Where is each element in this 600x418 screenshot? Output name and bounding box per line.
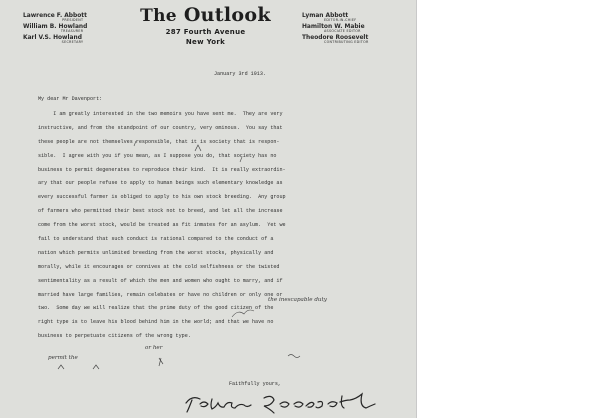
handwritten-insert: or her bbox=[145, 345, 163, 351]
body-line: these people are not themselves responsible, that it is society that is respon- bbox=[38, 138, 280, 145]
body-line: of farmers who permitted their best stock not to breed, and let all the increase bbox=[38, 208, 283, 215]
body-line: I am greatly interested in the two memoirs you have sent me. They are very bbox=[38, 111, 283, 117]
editor-name: Theodore Roosevelt bbox=[302, 34, 369, 41]
body-line: sentimentality as a result of which the men and women who ought to marry, and if bbox=[38, 277, 283, 284]
page-edge bbox=[416, 0, 417, 418]
body-line: nation which permits unlimited breeding from the worst stocks, physically and bbox=[38, 249, 274, 256]
officer-name: Lawrence F. Abbott bbox=[23, 13, 87, 19]
closing: Faithfully yours, bbox=[229, 381, 281, 387]
masthead-title bbox=[118, 4, 293, 27]
editor-role: EDITOR-IN-CHIEF bbox=[324, 18, 357, 23]
handwritten-insert: permit the bbox=[48, 355, 78, 361]
caret-mark bbox=[159, 358, 163, 366]
letter-body bbox=[38, 108, 388, 344]
letterhead-officers bbox=[23, 13, 87, 45]
officer-role: TREASURER bbox=[60, 29, 84, 34]
body-line: business to perpetuate citizens of the wrong type. bbox=[38, 333, 191, 340]
address-street: 287 Fourth Avenue bbox=[165, 28, 246, 36]
editor-role: CONTRIBUTING EDITOR bbox=[324, 40, 369, 45]
caret-mark bbox=[93, 365, 99, 369]
officer-name: Karl V.S. Howland bbox=[23, 34, 82, 41]
signature bbox=[184, 390, 384, 414]
body-line: ary that our people refuse to apply to human beings such elementary knowledge as bbox=[38, 180, 283, 187]
masthead-the: The bbox=[140, 6, 177, 26]
body-line: fail to understand that such conduct is rational compared to the conduct of a bbox=[38, 236, 274, 243]
editor-name: Hamilton W. Mabie bbox=[302, 23, 365, 30]
body-line: sible. I agree with you if you mean, as I suppose you do, that society has no bbox=[38, 152, 277, 159]
editor-role: ASSOCIATE EDITOR bbox=[324, 29, 361, 34]
body-line: right type is to leave his blood behind him in the world; and that we have no bbox=[38, 319, 274, 326]
body-line: two. Some day we will realize that the prime duty of the good citizen of the bbox=[38, 305, 274, 312]
masthead bbox=[118, 4, 293, 47]
officer-name: William B. Howland bbox=[23, 23, 88, 30]
body-line: every successful farmer is obliged to apply to his own stock breeding. Any group bbox=[38, 194, 286, 201]
caret-mark bbox=[58, 365, 64, 369]
letterhead-editors bbox=[302, 13, 369, 45]
body-line: business to permit degenerates to reproduce their kind. It is really extraordin- bbox=[38, 166, 286, 173]
body-line: instructive, and from the standpoint of our country, very ominous. You say that bbox=[38, 124, 283, 131]
letter-date: January 3rd 1913. bbox=[214, 71, 266, 77]
editor-name: Lyman Abbott bbox=[302, 13, 349, 19]
officer-role: PRESIDENT bbox=[62, 18, 84, 23]
signature-stroke bbox=[186, 394, 375, 413]
address-city: New York bbox=[185, 38, 226, 46]
handwritten-insert: the inescapable duty bbox=[268, 297, 327, 303]
correction-mark bbox=[288, 355, 300, 358]
body-line: married have large families, remain celebates or have no children or only one or bbox=[38, 291, 283, 298]
body-line: come from the worst stock, would be treated as fit inmates for an asylum. Yet we bbox=[38, 222, 286, 229]
body-line: morally, while it encourages or connives at the cold selfishness or the twisted bbox=[38, 263, 280, 270]
salutation: My dear Mr Davenport: bbox=[38, 96, 103, 102]
officer-role: SECRETARY bbox=[61, 40, 84, 45]
masthead-name: Outlook bbox=[183, 4, 271, 26]
